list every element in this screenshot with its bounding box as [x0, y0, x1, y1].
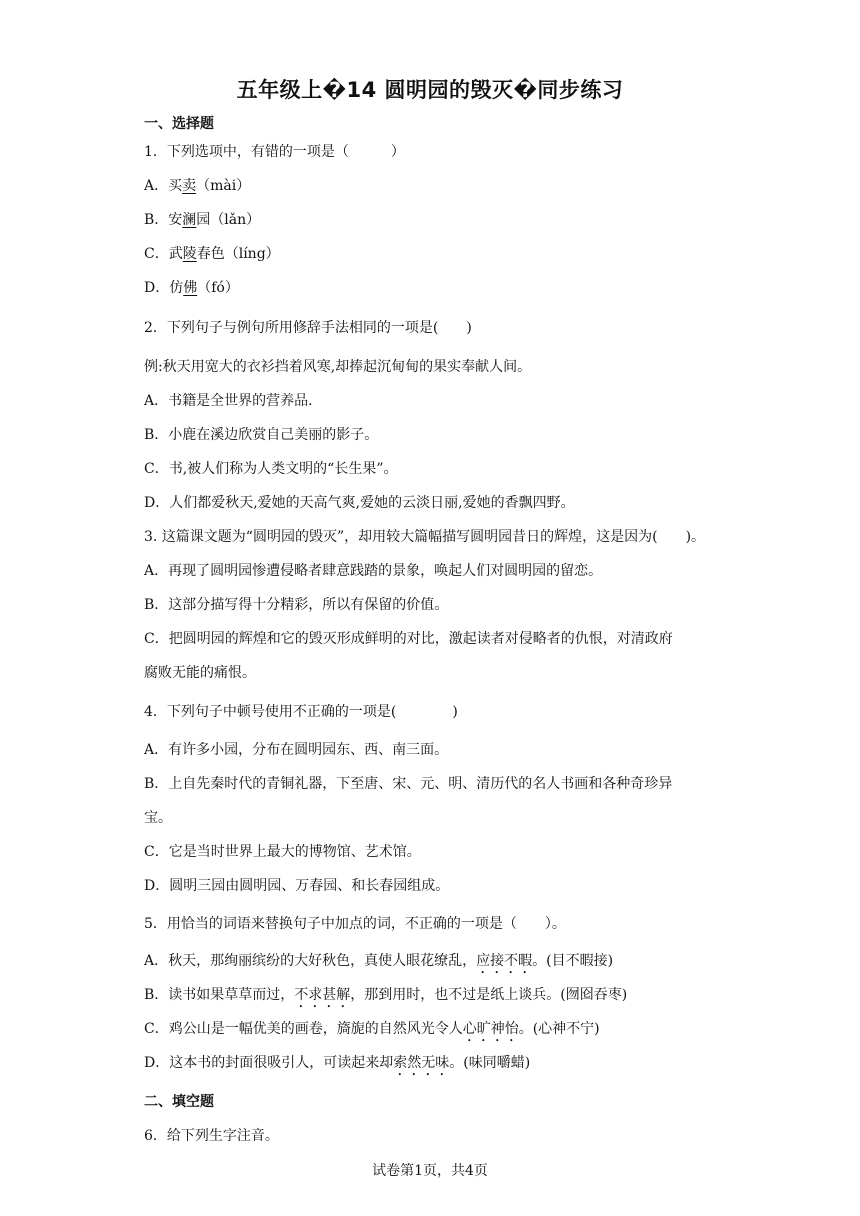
option-text: C．武 — [144, 246, 183, 262]
option-text: D．仿 — [144, 280, 184, 296]
question-2-option-c: C．书,被人们称为人类文明的“长生果”。 — [144, 461, 398, 477]
question-5-option-d — [144, 1052, 530, 1079]
option-text: 。(目不暇接) — [532, 953, 614, 969]
option-text: C．鸡公山是一幅优美的画卷，旖旎的自然风光令人 — [144, 1021, 463, 1037]
question-4-option-b-cont: 宝。 — [144, 810, 172, 826]
dotted-word: 索然无味 — [393, 1055, 450, 1071]
section-heading-choice: 一、选择题 — [144, 116, 214, 132]
question-5-option-c — [144, 1018, 600, 1045]
question-2-option-d: D．人们都爱秋天,爱她的天高气爽,爱她的云淡日丽,爱她的香飘四野。 — [144, 495, 575, 511]
underlined-char: 卖 — [182, 178, 197, 194]
question-5-option-a — [144, 950, 613, 977]
question-2-option-a: A．书籍是全世界的营养品. — [144, 393, 313, 409]
underlined-char: 澜 — [182, 212, 197, 228]
question-3-option-b: B．这部分描写得十分精彩，所以有保留的价值。 — [144, 597, 449, 613]
option-text: B．读书如果草草而过， — [144, 987, 295, 1003]
dotted-word: 心旷神怡 — [462, 1021, 519, 1037]
question-1-option-a — [144, 175, 250, 195]
page-footer: 试卷第1页，共4页 — [372, 1163, 488, 1179]
question-2-stem: 2．下列句子与例句所用修辞手法相同的一项是( ) — [144, 320, 472, 336]
question-4-option-c: C．它是当时世界上最大的博物馆、艺术馆。 — [144, 844, 421, 860]
option-text: A．秋天，那绚丽缤纷的大好秋色，真使人眼花缭乱， — [144, 953, 477, 969]
question-1-option-d — [144, 277, 239, 297]
question-1-option-b — [144, 209, 260, 229]
option-text: D．这本书的封面很吸引人，可读起来却 — [144, 1055, 394, 1071]
question-5-stem: 5．用恰当的词语来替换句子中加点的词，不正确的一项是（ ）。 — [144, 916, 566, 932]
question-3-option-c: C．把圆明园的辉煌和它的毁灭形成鲜明的对比，激起读者对侵略者的仇恨，对清政府 — [144, 631, 673, 647]
dotted-word: 应接不暇 — [476, 953, 533, 969]
question-6-stem: 6．给下列生字注音。 — [144, 1128, 279, 1144]
question-4-stem: 4．下列句子中顿号使用不正确的一项是( ) — [144, 704, 458, 720]
question-1-option-c — [144, 243, 280, 263]
option-text: A．买 — [144, 178, 183, 194]
question-4-option-b: B．上自先秦时代的青铜礼器，下至唐、宋、元、明、清历代的名人书画和各种奇珍异 — [144, 776, 673, 792]
option-text: 。(味同嚼蜡) — [449, 1055, 531, 1071]
question-3-option-a: A．再现了圆明园惨遭侵略者肆意践踏的景象，唤起人们对圆明园的留恋。 — [144, 563, 603, 579]
page-title: 五年级上�14 圆明园的毁灭�同步练习 — [236, 78, 624, 102]
question-1-stem: 1．下列选项中，有错的一项是（ ） — [144, 144, 405, 160]
option-text: B．安 — [144, 212, 183, 228]
dotted-word: 不求甚解 — [294, 987, 351, 1003]
section-heading-fill-in: 二、填空题 — [144, 1094, 214, 1110]
underlined-char: 陵 — [182, 246, 197, 262]
option-text: （mài） — [196, 178, 251, 194]
option-text: 。(心神不宁) — [518, 1021, 600, 1037]
question-4-option-a: A．有许多小园，分布在圆明园东、西、南三面。 — [144, 742, 449, 758]
question-2-example: 例:秋天用宽大的衣衫挡着风寒,却捧起沉甸甸的果实奉献人间。 — [144, 359, 532, 375]
question-2-option-b: B．小鹿在溪边欣赏自己美丽的影子。 — [144, 427, 379, 443]
option-text: （fó） — [197, 280, 239, 296]
option-text: 春色（líng） — [196, 246, 280, 262]
question-5-option-b — [144, 984, 627, 1011]
question-3-stem: 3. 这篇课文题为“圆明园的毁灭”，却用较大篇幅描写圆明园昔日的辉煌，这是因为( )。 — [144, 529, 706, 545]
question-4-option-d: D．圆明三园由圆明园、万春园、和长春园组成。 — [144, 878, 450, 894]
underlined-char: 佛 — [183, 280, 198, 296]
question-3-option-c-cont: 腐败无能的痛恨。 — [144, 665, 256, 681]
option-text: 园（lǎn） — [196, 212, 261, 228]
option-text: ，那到用时，也不过是纸上谈兵。(囫囵吞枣) — [350, 987, 628, 1003]
